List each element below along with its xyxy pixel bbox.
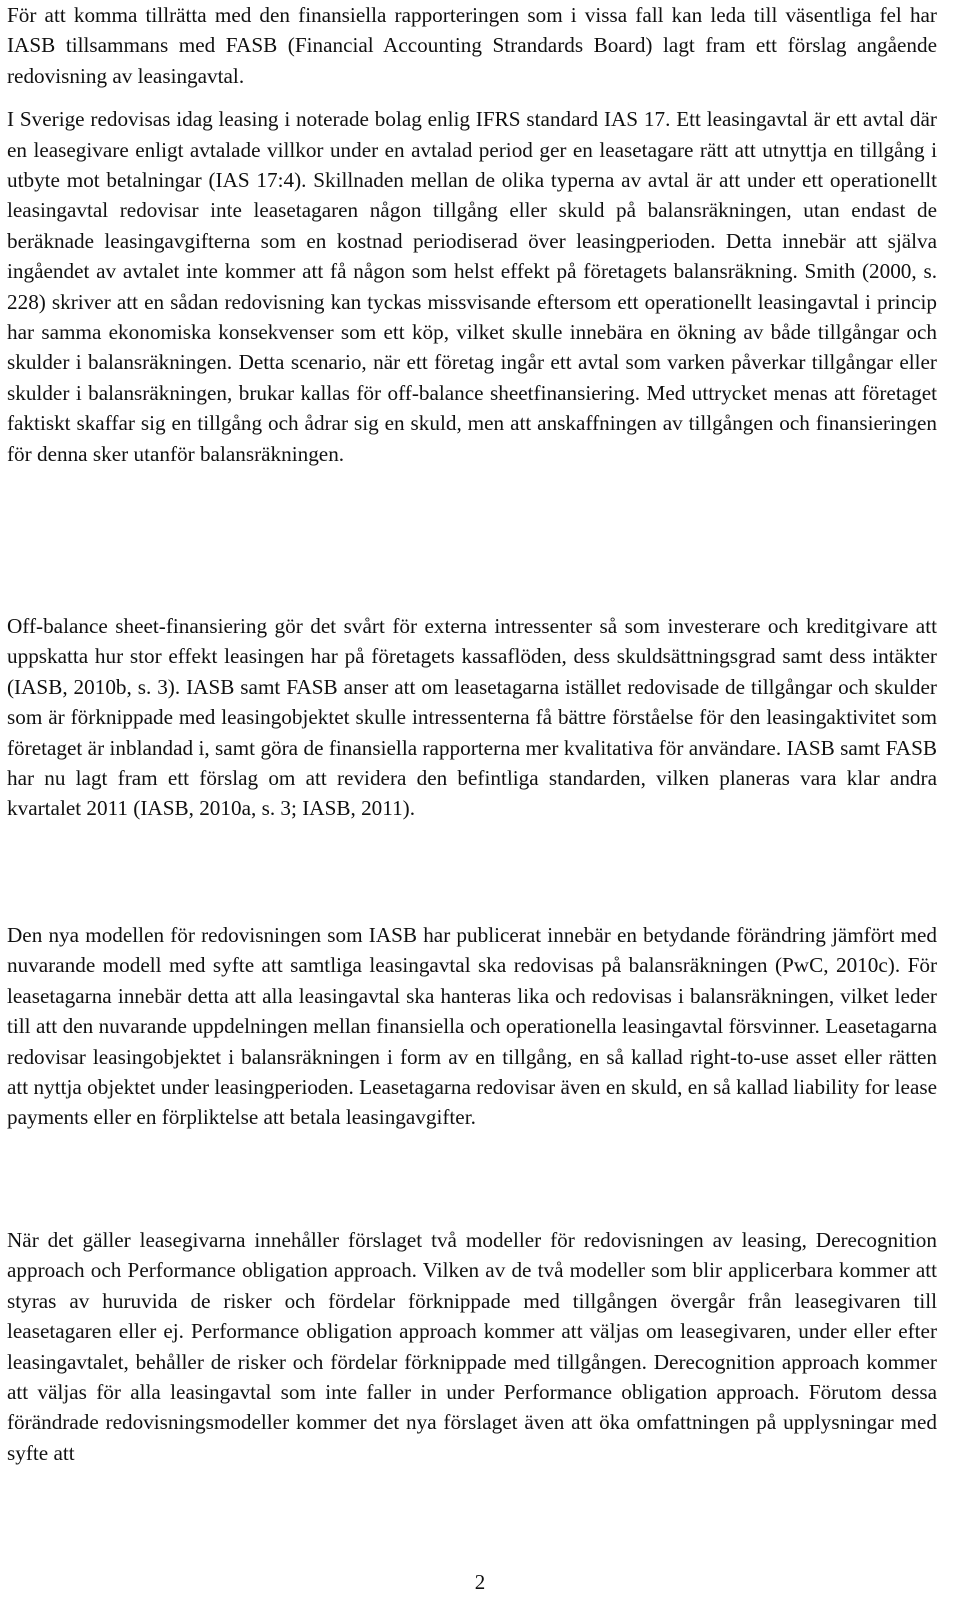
paragraph-3-text: Den nya modellen för redovisningen som IASB har publicerat innebär en betydande förändring jämfört med nuvarande modell med syfte att samtliga leasingavtal ska redovisas på balansräkningen (PwC, 2010c). För leasetagarna innebär detta att alla leasingavtal ska hanteras lika och redovisas i balansräkningen, vilket leder till att den nuvarande uppdelningen mellan finansiella och operationella leasingavtal försvinner. Leasetagarna redovisar leasingobjektet i balansräkningen i form av en tillgång, en så kallad right-to-use asset eller rätten att nyttja objektet under leasingperioden. Leasetagarna redovisar även en skuld, en så kallad liability for lease payments eller en förpliktelse att betala leasingavgifter. <box>7 923 937 1130</box>
paragraph-2 <box>7 611 937 824</box>
page-number: 2 <box>474 1570 486 1594</box>
paragraph-2-text: Off-balance sheet-finansiering gör det svårt för externa intressenter så som investerare och kreditgivare att uppskatta hur stor effekt leasingen har på företagets kassaflöden, dess skuldsättningsgrad samt dess intäkter (IASB, 2010b, s. 3). IASB samt FASB anser att om leasetagarna istället redovisade de tillgångar och skulder som är förknippade med leasingobjektet skulle intressenterna få bättre förståelse för den leasingaktivitet som företaget är inblandad i, samt göra de finansiella rapporterna mer kvalitativa för användare. IASB samt FASB har nu lagt fram ett förslag om att revidera den befintliga standarden, vilken planeras vara klar andra kvartalet 2011 (IASB, 2010a, s. 3; IASB, 2011). <box>7 614 937 821</box>
paragraph-gap <box>7 91 937 104</box>
paragraph-3 <box>7 920 937 1133</box>
paragraph-1 <box>7 0 937 469</box>
paragraph-1-ias17: I Sverige redovisas idag leasing i noterade bolag enlig IFRS standard IAS 17. Ett leasingavtal är ett avtal där en leasegivare enligt avtalade villkor under en avtalad period ger en leasetagare rätt att utnyttja en tillgång i utbyte mot betalningar (IAS 17:4). Skillnaden mellan de olika typerna av avtal är att under ett operationellt leasingavtal redovisar inte leasetagaren någon tillgång eller skuld på balansräkningen, utan endast de beräknade leasingavgifterna som en kostnad periodiserad över leasingperioden. Detta innebär att själva ingåendet av avtalet inte kommer att få någon som helst effekt på företagets balansräkning. Smith (2000, s. 228) skriver att en sådan redovisning kan tyckas missvisande eftersom ett operationellt leasingavtal i princip har samma ekonomiska konsekvenser som ett köp, vilket skulle innebära en ökning av både tillgångar och skulder i balansräkningen. Detta scenario, när ett företag ingår ett avtal som varken påverkar tillgångar eller skulder i balansräkningen, brukar kallas för off-balance sheetfinansiering. Med uttrycket menas att företaget faktiskt skaffar sig en tillgång och ådrar sig en skuld, men att anskaffningen av tillgången och finansieringen för denna sker utanför balansräkningen. <box>7 107 937 466</box>
paragraph-1-intro: För att komma tillrätta med den finansiella rapporteringen som i vissa fall kan leda till väsentliga fel har IASB tillsammans med FASB (Financial Accounting Strandards Board) lagt fram ett förslag angående redovisning av leasingavtal. <box>7 3 937 88</box>
paragraph-4 <box>7 1225 937 1468</box>
paragraph-4-text: När det gäller leasegivarna innehåller förslaget två modeller för redovisningen av leasing, Derecognition approach och Performance obligation approach. Vilken av de två modeller som blir applicerbara kommer att styras av huruvida de risker och fördelar förknippade med tillgången övergår från leasegivaren till leasetagaren eller ej. Performance obligation approach kommer att väljas om leasegivaren, under eller efter leasingavtalet, behåller de risker och fördelar förknippade med tillgången. Derecognition approach kommer att väljas för alla leasingavtal som inte faller in under Performance obligation approach. Förutom dessa förändrade redovisningsmodeller kommer det nya förslaget även att öka omfattningen på upplysningar med syfte att <box>7 1228 937 1465</box>
